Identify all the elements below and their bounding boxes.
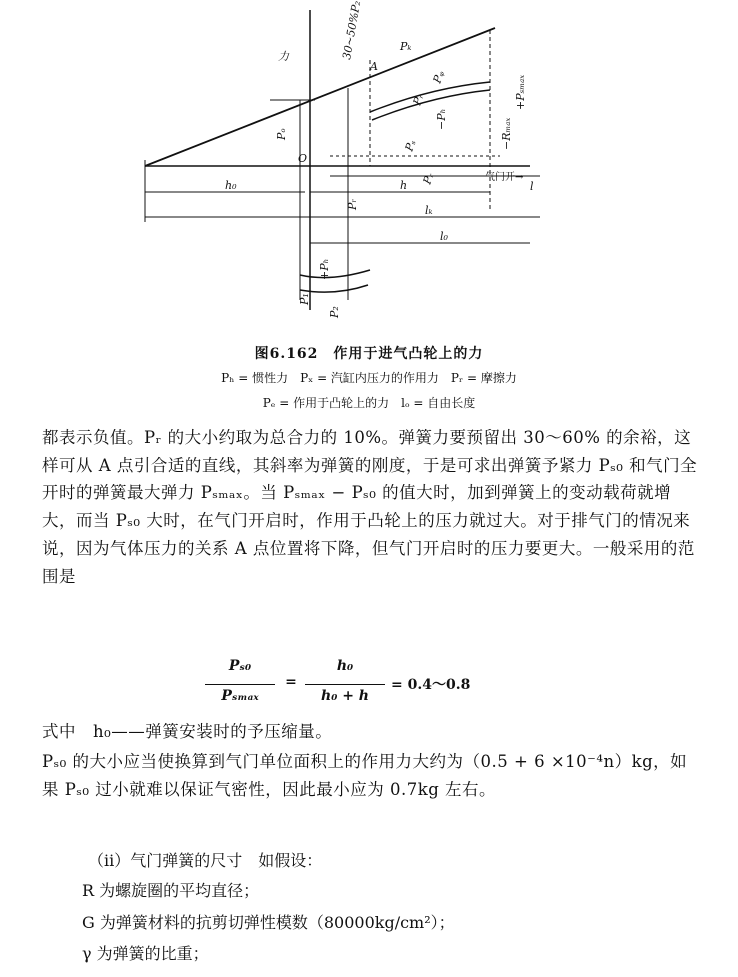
figure-caption: 图6.162 作用于进气凸轮上的力: [254, 346, 484, 362]
list-item: G 为弹簧材料的抗剪切弹性模数（80000kg/cm²）；: [82, 913, 455, 932]
pct-label: 30~50%P₂: [340, 0, 364, 61]
force-diagram-figure: [100, 0, 560, 340]
plus-p-label: +Pₛₘₐₓ: [514, 74, 527, 110]
where-line: 式中 h₀——弹簧安装时的予压缩量。: [42, 722, 333, 741]
list-item: γ 为弹簧的比重；: [82, 944, 209, 963]
formula-lhs-bar: [205, 684, 275, 685]
valve-open-label: 气门开→: [485, 172, 524, 183]
plus-pb-label: +Pₕ: [318, 258, 331, 280]
upper-curve: [370, 82, 490, 112]
ps-label: Pₛ: [402, 138, 419, 154]
formula-rhs-denominator: h₀ + h: [321, 688, 369, 704]
ratio-formula: [205, 654, 525, 722]
figure-legend-line-1: Pₕ = 惯性力 Pₓ = 汽缸内压力的作用力 Pᵣ = 摩擦力: [221, 371, 517, 385]
formula-result: = 0.4～0.8: [391, 677, 471, 693]
pr-label: Pᵣ: [410, 92, 427, 108]
body-paragraph-2: Pₛ₀ 的大小应当使换算到气门单位面积上的作用力大约为（0.5 + 6 ×10⁻⁴n）kg，如果 Pₛ₀ 过小就难以保证气密性，因此最小应为 0.7kg 左右。: [42, 752, 688, 799]
formula-rhs-numerator: h₀: [336, 658, 354, 674]
p2-label: P₂: [328, 306, 341, 318]
body-paragraph-1: 都表示负值。Pᵣ 的大小约取为总合力的 10%。弹簧力要预留出 30～60% 的余裕，这样可从 A 点引合适的直线，其斜率为弹簧的刚度，于是可求出弹簧予紧力 Pₛ₀ 和气门全开时的弹簧最大弹力 Pₛₘₐₓ。当 Pₛₘₐₓ − Pₛ₀ 的值大时，加到弹簧上的变动载荷就增大，而当 Pₛ₀ 大时，在气门开启时，作用于凸轮上的压力就过大。对于排气门的情况来说，因为气体压力的关系 A 点位置将下降，但气门开启时的压力要更大。一般采用的范围是: [42, 428, 698, 586]
figure-legend-line-2: Pₑ = 作用于凸轮上的力 lₒ = 自由长度: [262, 396, 476, 410]
pz-label: Pᵣ: [346, 198, 359, 210]
formula-lhs-numerator: Pₛ₀: [228, 658, 252, 674]
pw-label: Pₒ: [275, 128, 288, 140]
h0-label: h₀: [225, 179, 237, 192]
list-item: R 为螺旋圈的平均直径；: [82, 881, 260, 900]
pk-label: Pₖ: [400, 40, 412, 53]
l-label: l: [530, 180, 534, 193]
origin-label: O: [298, 152, 308, 165]
lw-label: lₖ: [425, 204, 433, 217]
h-label: h: [400, 179, 408, 192]
force-axis-label: 力: [278, 50, 289, 63]
formula-equals: =: [285, 674, 297, 690]
list-item: （ii）气门弹簧的尺寸 如假设：: [88, 851, 323, 870]
formula-lhs-denominator: Pₛₘₐₓ: [221, 688, 259, 704]
pr2-label: Pᵣ: [420, 171, 437, 187]
p1-label: P₁: [298, 293, 311, 305]
point-a-label: A: [370, 60, 378, 73]
spring-force-line: [145, 28, 495, 166]
rmax-label: −Rₘₐₓ: [500, 117, 513, 150]
l0-label: l₀: [440, 230, 448, 243]
pb-label: −Pₕ: [435, 108, 448, 130]
formula-rhs-bar: [305, 684, 385, 685]
pf-label: Pᵩ: [430, 69, 448, 86]
